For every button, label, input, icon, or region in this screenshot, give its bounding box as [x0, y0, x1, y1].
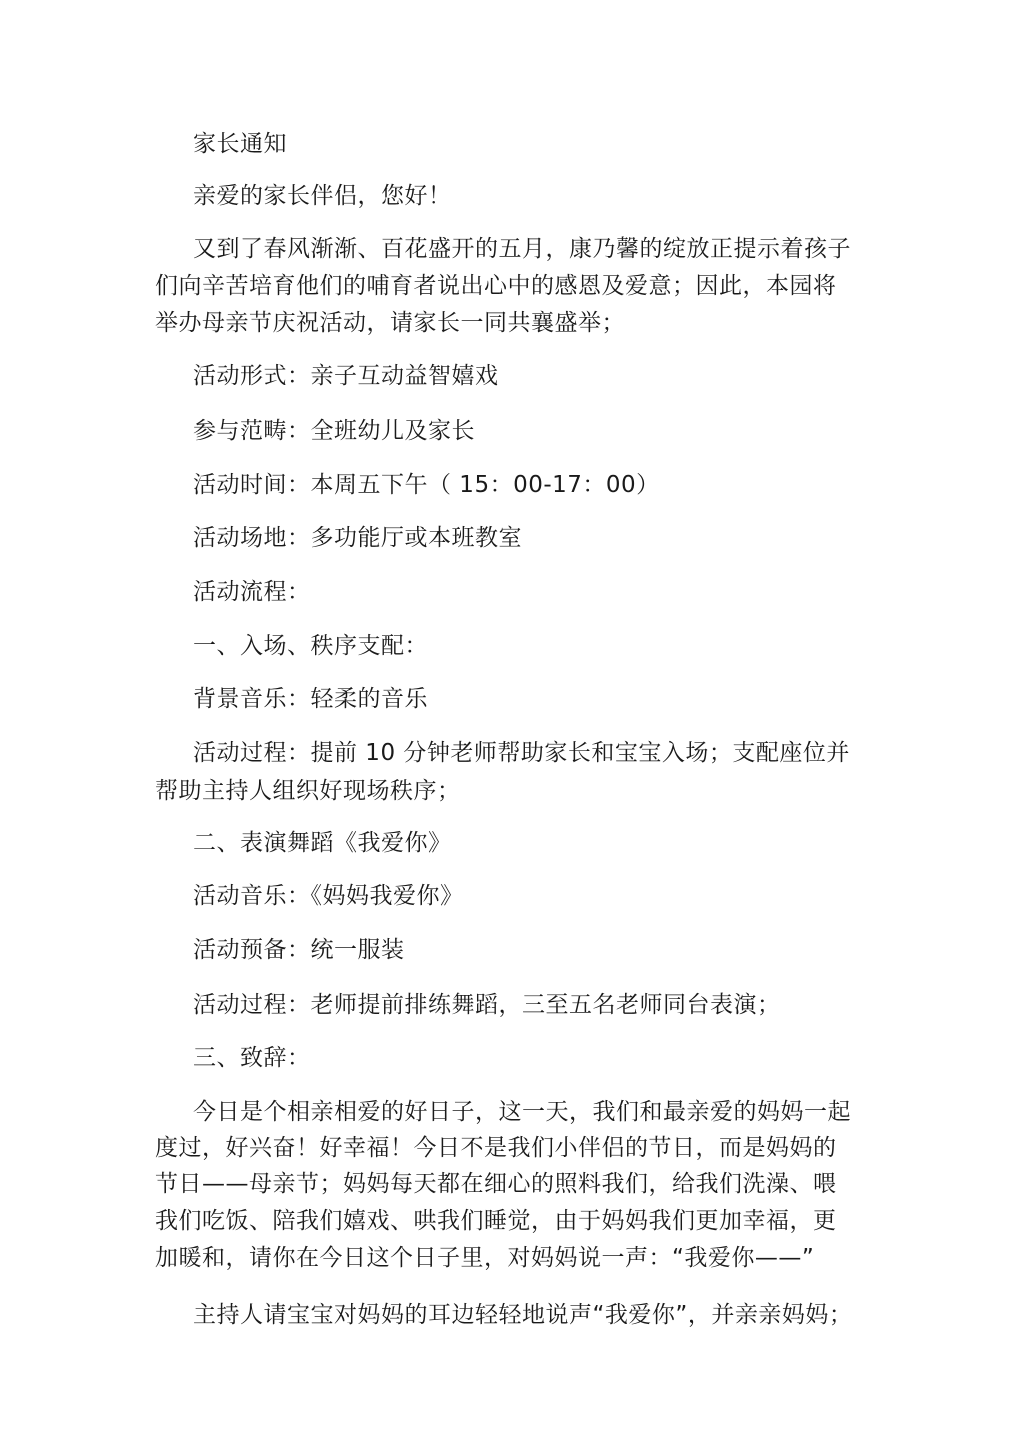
notice-title: 家长通知 [193, 131, 287, 157]
speech-line-3: 节日——母亲节；妈妈每天都在细心的照料我们，给我们洗澡、喂 [155, 1171, 837, 1197]
section-3-heading: 三、致辞： [193, 1045, 311, 1071]
speech-line-4: 我们吃饭、陪我们嬉戏、哄我们睡觉，由于妈妈我们更加幸福，更 [155, 1208, 837, 1234]
section-2-heading: 二、表演舞蹈《我爱你》 [193, 830, 452, 856]
activity-form: 活动形式：亲子互动益智嬉戏 [193, 363, 499, 389]
activity-time: 活动时间：本周五下午（ 15：00-17：00） [193, 472, 660, 498]
activity-flow-heading: 活动流程： [193, 579, 311, 605]
intro-line-3: 举办母亲节庆祝活动，请家长一同共襄盛举； [155, 310, 625, 336]
process-2: 活动过程：老师提前排练舞蹈，三至五名老师同台表演； [193, 992, 781, 1018]
participants: 参与范畴：全班幼儿及家长 [193, 418, 475, 444]
intro-line-1: 又到了春风渐渐、百花盛开的五月，康乃馨的绽放正提示着孩子 [193, 236, 851, 262]
activity-music: 活动音乐：《妈妈我爱你》 [193, 883, 464, 909]
speech-line-2: 度过，好兴奋！好幸福！今日不是我们小伴侣的节日，而是妈妈的 [155, 1135, 837, 1161]
host-instruction: 主持人请宝宝对妈妈的耳边轻轻地说声“我爱你”，并亲亲妈妈； [193, 1302, 853, 1328]
process-1-line-1: 活动过程：提前 10 分钟老师帮助家长和宝宝入场；支配座位并 [193, 740, 850, 766]
greeting: 亲爱的家长伴侣，您好！ [193, 183, 452, 209]
activity-venue: 活动场地：多功能厅或本班教室 [193, 525, 522, 551]
background-music: 背景音乐：轻柔的音乐 [193, 686, 428, 712]
speech-line-1: 今日是个相亲相爱的好日子，这一天，我们和最亲爱的妈妈一起 [193, 1099, 851, 1125]
intro-line-2: 们向辛苦培育他们的哺育者说出心中的感恩及爱意；因此，本园将 [155, 273, 837, 299]
process-1-line-2: 帮助主持人组织好现场秩序； [155, 778, 461, 804]
speech-line-5: 加暖和，请你在今日这个日子里，对妈妈说一声：“我爱你——” [155, 1245, 815, 1271]
section-1-heading: 一、入场、秩序支配： [193, 633, 428, 659]
activity-preparation: 活动预备：统一服装 [193, 937, 405, 963]
